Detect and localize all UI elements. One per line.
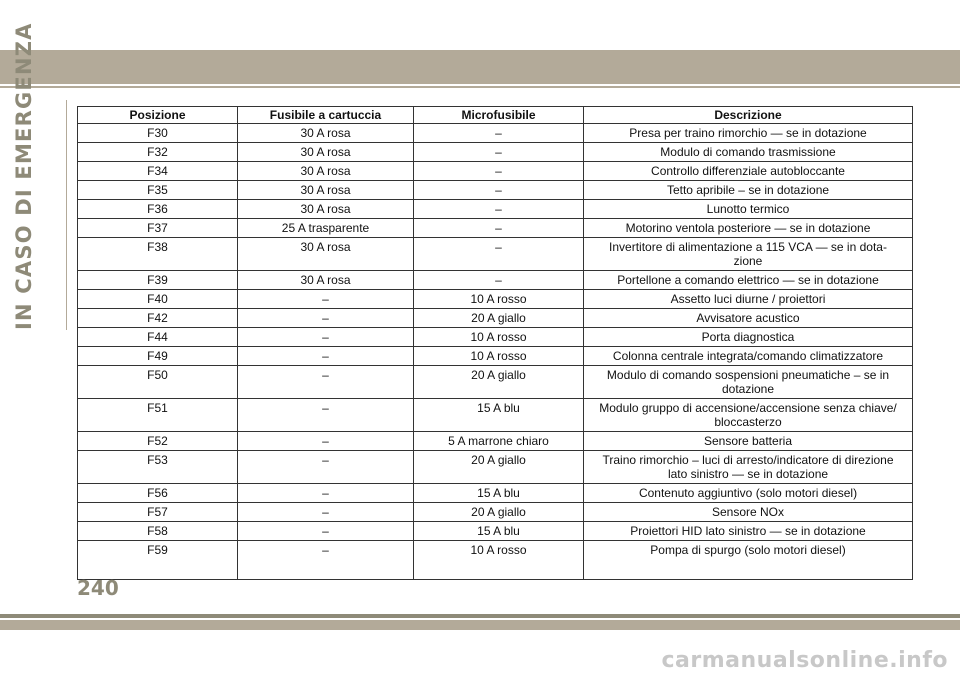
cell-position: F51 [78, 399, 238, 432]
page-number: 240 [77, 576, 119, 600]
table-row [78, 328, 913, 347]
cell-position: F52 [78, 432, 238, 451]
cell-description: Modulo di comando trasmissione [584, 143, 913, 162]
table-row [78, 432, 913, 451]
cell-position: F42 [78, 309, 238, 328]
cell-cartridge-fuse: – [238, 290, 414, 309]
cell-micro-fuse: 20 A giallo [414, 366, 584, 399]
cell-cartridge-fuse: – [238, 484, 414, 503]
cell-cartridge-fuse: 30 A rosa [238, 200, 414, 219]
cell-position: F44 [78, 328, 238, 347]
cell-description: Controllo differenziale autobloccante [584, 162, 913, 181]
cell-position: F39 [78, 271, 238, 290]
cell-description: Lunotto termico [584, 200, 913, 219]
table-row [78, 181, 913, 200]
table-row [78, 219, 913, 238]
cell-micro-fuse: – [414, 200, 584, 219]
table-row [78, 124, 913, 143]
cell-description: Invertitore di alimentazione a 115 VCA — se in dota- zione [584, 238, 913, 271]
watermark: carmanualsonline.info [661, 648, 948, 673]
cell-description: Modulo gruppo di accensione/accensione senza chiave/ bloccasterzo [584, 399, 913, 432]
cell-micro-fuse: 20 A giallo [414, 451, 584, 484]
cell-description: Colonna centrale integrata/comando climatizzatore [584, 347, 913, 366]
cell-position: F56 [78, 484, 238, 503]
cell-cartridge-fuse: 30 A rosa [238, 238, 414, 271]
cell-cartridge-fuse: – [238, 541, 414, 580]
table-row [78, 451, 913, 484]
cell-micro-fuse: – [414, 271, 584, 290]
section-title-rule [66, 100, 67, 330]
table-row [78, 399, 913, 432]
col-header-description: Descrizione [584, 107, 913, 124]
cell-cartridge-fuse: – [238, 347, 414, 366]
cell-description: Assetto luci diurne / proiettori [584, 290, 913, 309]
cell-cartridge-fuse: – [238, 522, 414, 541]
table-header-row [78, 107, 913, 124]
cell-position: F38 [78, 238, 238, 271]
table-row [78, 541, 913, 580]
cell-micro-fuse: 10 A rosso [414, 347, 584, 366]
cell-micro-fuse: – [414, 219, 584, 238]
cell-position: F32 [78, 143, 238, 162]
footer-rule [0, 614, 960, 618]
cell-micro-fuse: – [414, 238, 584, 271]
cell-description: Sensore batteria [584, 432, 913, 451]
cell-description: Contenuto aggiuntivo (solo motori diesel) [584, 484, 913, 503]
cell-cartridge-fuse: 30 A rosa [238, 271, 414, 290]
cell-description: Sensore NOx [584, 503, 913, 522]
cell-cartridge-fuse: 30 A rosa [238, 181, 414, 200]
cell-micro-fuse: – [414, 143, 584, 162]
cell-cartridge-fuse: – [238, 451, 414, 484]
table-row [78, 347, 913, 366]
header-rule [0, 86, 960, 88]
cell-micro-fuse: – [414, 124, 584, 143]
cell-description: Avvisatore acustico [584, 309, 913, 328]
cell-micro-fuse: 10 A rosso [414, 290, 584, 309]
cell-cartridge-fuse: 25 A trasparente [238, 219, 414, 238]
header-band [0, 50, 960, 84]
cell-position: F59 [78, 541, 238, 580]
cell-description: Traino rimorchio – luci di arresto/indicatore di direzione lato sinistro — se in dotazione [584, 451, 913, 484]
cell-position: F57 [78, 503, 238, 522]
col-header-cartridge-fuse: Fusibile a cartuccia [238, 107, 414, 124]
cell-position: F37 [78, 219, 238, 238]
cell-description: Pompa di spurgo (solo motori diesel) [584, 541, 913, 580]
cell-cartridge-fuse: – [238, 503, 414, 522]
cell-micro-fuse: 10 A rosso [414, 328, 584, 347]
table-row [78, 290, 913, 309]
section-title: IN CASO DI EMERGENZA [12, 22, 36, 330]
table-row [78, 309, 913, 328]
cell-position: F49 [78, 347, 238, 366]
cell-micro-fuse: – [414, 162, 584, 181]
cell-cartridge-fuse: 30 A rosa [238, 143, 414, 162]
table-row [78, 522, 913, 541]
footer-band [0, 620, 960, 630]
cell-position: F53 [78, 451, 238, 484]
table-row [78, 200, 913, 219]
cell-micro-fuse: 10 A rosso [414, 541, 584, 580]
col-header-position: Posizione [78, 107, 238, 124]
table-row [78, 484, 913, 503]
col-header-micro-fuse: Microfusibile [414, 107, 584, 124]
cell-position: F35 [78, 181, 238, 200]
cell-description: Porta diagnostica [584, 328, 913, 347]
cell-cartridge-fuse: – [238, 309, 414, 328]
cell-cartridge-fuse: – [238, 432, 414, 451]
cell-description: Motorino ventola posteriore — se in dotazione [584, 219, 913, 238]
cell-description: Presa per traino rimorchio — se in dotazione [584, 124, 913, 143]
cell-description: Proiettori HID lato sinistro — se in dotazione [584, 522, 913, 541]
cell-cartridge-fuse: – [238, 366, 414, 399]
cell-micro-fuse: 15 A blu [414, 399, 584, 432]
cell-cartridge-fuse: – [238, 399, 414, 432]
cell-micro-fuse: 15 A blu [414, 522, 584, 541]
table-row [78, 503, 913, 522]
cell-position: F58 [78, 522, 238, 541]
cell-position: F36 [78, 200, 238, 219]
table-row [78, 143, 913, 162]
cell-micro-fuse: 20 A giallo [414, 309, 584, 328]
cell-cartridge-fuse: – [238, 328, 414, 347]
cell-micro-fuse: 5 A marrone chiaro [414, 432, 584, 451]
cell-description: Modulo di comando sospensioni pneumatiche – se in dotazione [584, 366, 913, 399]
cell-position: F40 [78, 290, 238, 309]
cell-position: F34 [78, 162, 238, 181]
table-row [78, 271, 913, 290]
cell-description: Tetto apribile – se in dotazione [584, 181, 913, 200]
cell-description: Portellone a comando elettrico — se in dotazione [584, 271, 913, 290]
table-row [78, 238, 913, 271]
table-row [78, 366, 913, 399]
table-row [78, 162, 913, 181]
cell-cartridge-fuse: 30 A rosa [238, 162, 414, 181]
cell-cartridge-fuse: 30 A rosa [238, 124, 414, 143]
cell-position: F50 [78, 366, 238, 399]
cell-micro-fuse: 15 A blu [414, 484, 584, 503]
cell-micro-fuse: – [414, 181, 584, 200]
cell-micro-fuse: 20 A giallo [414, 503, 584, 522]
cell-position: F30 [78, 124, 238, 143]
fuse-table [77, 106, 913, 580]
